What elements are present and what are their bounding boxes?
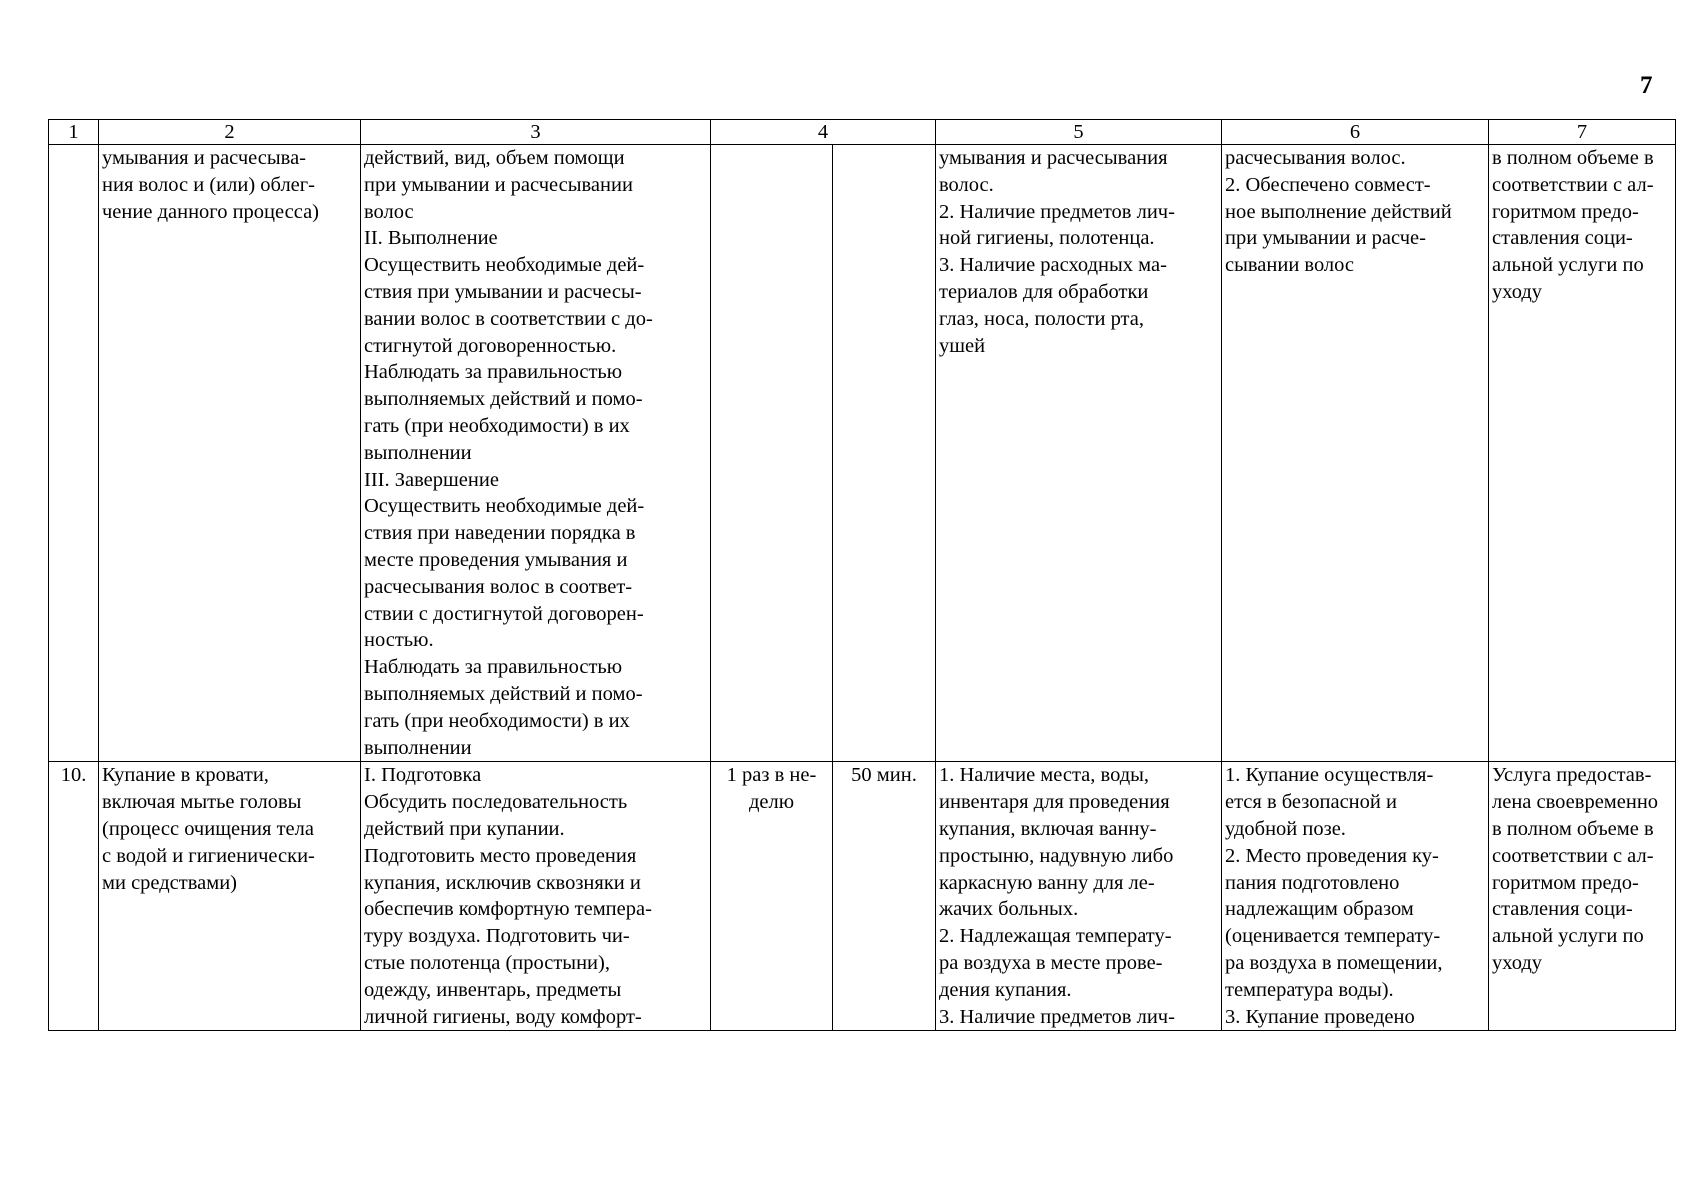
evaluation-cell: Услуга предостав- лена своевременно в полном объеме в соответствии с ал- горитмом предо- ставления соци- альной услуги по уходу (1489, 762, 1676, 1031)
header-cell: 3 (361, 120, 711, 145)
table-row (49, 762, 1676, 1031)
evaluation-cell: в полном объеме в соответствии с ал- горитмом предо- ставления соци- альной услуги по уходу (1489, 145, 1676, 762)
service-name-cell: умывания и расчесыва- ния волос и (или) облег- чение данного процесса) (99, 145, 361, 762)
row-number (49, 145, 99, 762)
header-cell: 5 (936, 120, 1222, 145)
result-cell: 1. Купание осуществля- ется в безопасной и удобной позе. 2. Место проведения ку- пания подготовлено надлежащим образом (оценивается температу- ра воздуха в помещении, температура воды). 3. Купание проведено (1222, 762, 1489, 1031)
result-cell: расчесывания волос. 2. Обеспечено совмест- ное выполнение действий при умывании и расче- сывании волос (1222, 145, 1489, 762)
duration-cell: 50 мин. (833, 762, 936, 1031)
page-number: 7 (1640, 72, 1653, 99)
conditions-cell: 1. Наличие места, воды, инвентаря для проведения купания, включая ванну- простыню, надувную либо каркасную ванну для ле- жачих больных. 2. Надлежащая температу- ра воздуха в месте прове- дения купания. 3. Наличие предметов лич- (936, 762, 1222, 1031)
table-row (49, 145, 1676, 762)
services-table (48, 119, 1676, 1031)
header-cell: 7 (1489, 120, 1676, 145)
column-number-row (49, 120, 1676, 145)
procedure-cell: действий, вид, объем помощи при умывании и расчесывании волос II. Выполнение Осуществить необходимые дей- ствия при умывании и расчесы- вании волос в соответствии с до- стигнутой договоренностью. Наблюдать за правильностью выполняемых действий и помо- гать (при необходимости) в их выполнении III. Завершение Осуществить необходимые дей- ствия при наведении порядка в месте проведения умывания и расчесывания волос в соответ- ствии с достигнутой договорен- ностью. Наблюдать за правильностью выполняемых действий и помо- гать (при необходимости) в их выполнении (361, 145, 711, 762)
frequency-cell (711, 145, 833, 762)
header-cell: 1 (49, 120, 99, 145)
procedure-cell: I. Подготовка Обсудить последовательность действий при купании. Подготовить место проведения купания, исключив сквозняки и обеспечив комфортную темпера- туру воздуха. Подготовить чи- стые полотенца (простыни), одежду, инвентарь, предметы личной гигиены, воду комфорт- (361, 762, 711, 1031)
header-cell: 2 (99, 120, 361, 145)
row-number: 10. (49, 762, 99, 1031)
service-name-cell: Купание в кровати, включая мытье головы (процесс очищения тела с водой и гигиенически- ми средствами) (99, 762, 361, 1031)
header-cell: 4 (711, 120, 936, 145)
conditions-cell: умывания и расчесывания волос. 2. Наличие предметов лич- ной гигиены, полотенца. 3. Наличие расходных ма- териалов для обработки глаз, носа, полости рта, ушей (936, 145, 1222, 762)
header-cell: 6 (1222, 120, 1489, 145)
frequency-cell: 1 раз в не- делю (711, 762, 833, 1031)
duration-cell (833, 145, 936, 762)
